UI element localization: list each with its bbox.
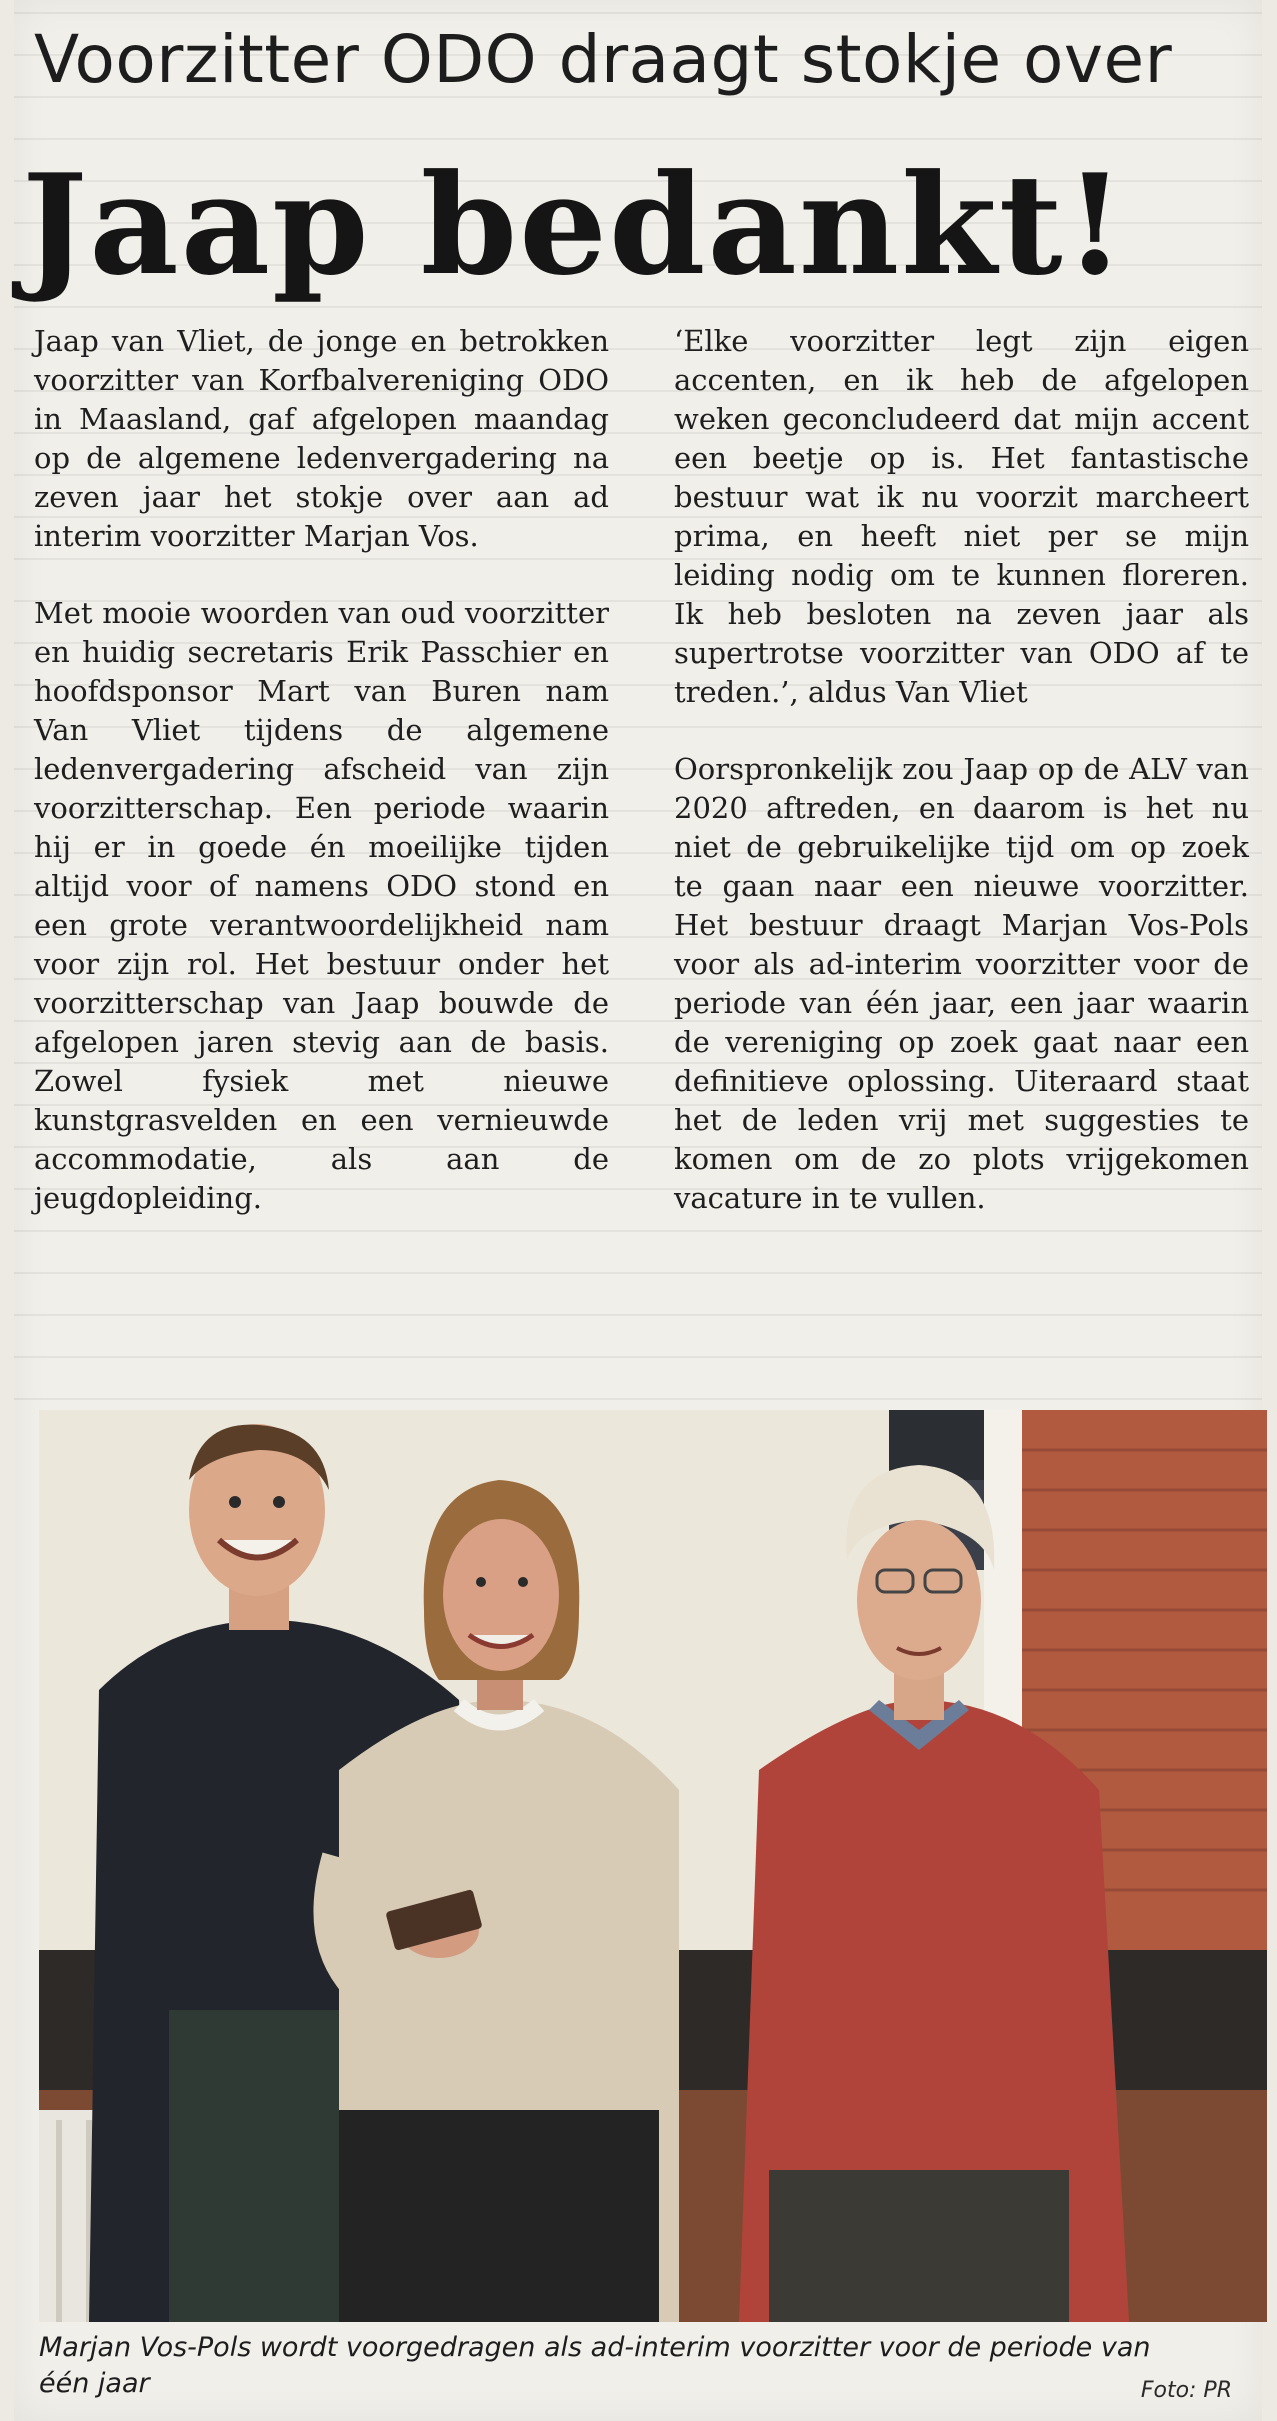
photo-credit: Foto: PR [1140, 2378, 1232, 2403]
newspaper-clipping [14, 0, 1262, 2421]
paragraph: Met mooie woorden van oud voorzitter en huidig secretaris Erik Passchier en hoofdsponsor Mart van Buren nam Van Vliet tijdens de algemene ledenvergadering afscheid van zijn voorzitterschap. Een periode waarin hij er in goede én moeilijke tijden altijd voor of namens ODO stond en een grote verantwoordelijkheid nam voor zijn rol. Het bestuur onder het voorzitterschap van Jaap bouwde de afgelopen jaren stevig aan de basis. Zowel fysiek met nieuwe kunstgrasvelden en een vernieuwde accommodatie, als aan de jeugdopleiding. [34, 596, 609, 1215]
paragraph: Oorspronkelijk zou Jaap op de ALV van 2020 aftreden, en daarom is het nu niet de gebruikelijke tijd om op zoek te gaan naar een nieuwe voorzitter. Het bestuur draagt Marjan Vos-Pols voor als ad-interim voorzitter voor de periode van één jaar, een jaar waarin de vereniging op zoek gaat naar een definitieve oplossing. Uiteraard staat het de leden vrij met suggesties te komen om de zo plots vrijgekomen vacature in te vullen. [674, 752, 1249, 1215]
paragraph: Jaap van Vliet, de jonge en betrokken voorzitter van Korfbalvereniging ODO in Maasland, gaf afgelopen maandag op de algemene ledenvergadering na zeven jaar het stokje over aan ad interim voorzitter Marjan Vos. [34, 324, 609, 553]
photo-caption: Marjan Vos-Pols wordt voorgedragen als ad-interim voorzitter voor de periode van één jaar [39, 2332, 1151, 2399]
article-column-right [674, 322, 1249, 1256]
article-column-left [34, 322, 609, 1256]
article-headline: Jaap bedankt! [22, 143, 1128, 306]
article-photo [39, 1410, 1267, 2322]
article-kicker: Voorzitter ODO draagt stokje over [34, 21, 1173, 98]
photo-three-people [39, 1410, 1267, 2322]
paragraph: ‘Elke voorzitter legt zijn eigen accenten, en ik heb de afgelopen weken geconcludeerd dat mijn accent een beetje op is. Het fantastische bestuur wat ik nu voorzit marcheert prima, en heeft niet per se mijn leiding nodig om te kunnen floreren. Ik heb besloten na zeven jaar als supertrotse voorzitter van ODO af te treden.’, aldus Van Vliet [674, 324, 1249, 709]
